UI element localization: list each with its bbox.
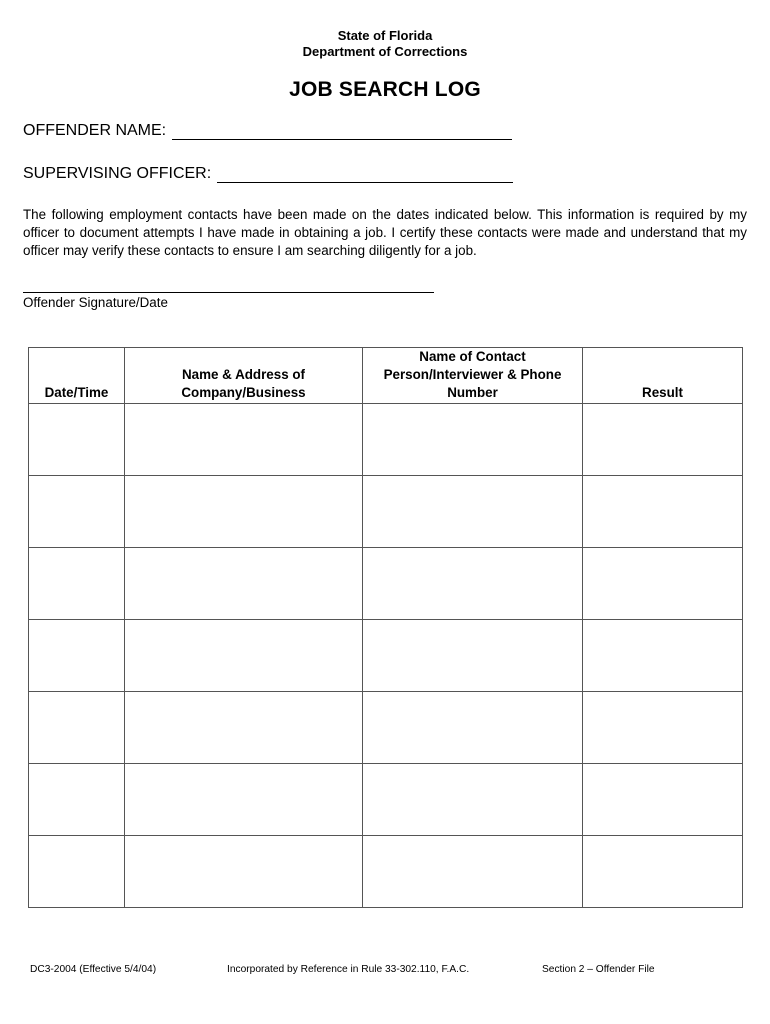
cell-result[interactable]: [583, 764, 743, 836]
cell-result[interactable]: [583, 692, 743, 764]
cell-company[interactable]: [125, 764, 363, 836]
cell-company[interactable]: [125, 404, 363, 476]
supervising-officer-field: [23, 165, 513, 183]
cell-company[interactable]: [125, 620, 363, 692]
table-row: [29, 692, 743, 764]
cell-contact[interactable]: [363, 836, 583, 908]
cell-company[interactable]: [125, 692, 363, 764]
cell-contact[interactable]: [363, 404, 583, 476]
cell-date-time[interactable]: [29, 764, 125, 836]
cell-date-time[interactable]: [29, 476, 125, 548]
cell-date-time[interactable]: [29, 692, 125, 764]
offender-name-line[interactable]: [172, 123, 512, 140]
footer-rule-reference: Incorporated by Reference in Rule 33-302.110, F.A.C.: [227, 964, 470, 975]
cell-result[interactable]: [583, 836, 743, 908]
table-row: [29, 548, 743, 620]
cell-contact[interactable]: [363, 548, 583, 620]
header-company: Name & Address of Company/Business: [125, 348, 363, 404]
cell-result[interactable]: [583, 404, 743, 476]
agency-department: Department of Corrections: [302, 44, 468, 59]
supervising-officer-line[interactable]: [217, 166, 513, 183]
cell-date-time[interactable]: [29, 404, 125, 476]
cell-result[interactable]: [583, 620, 743, 692]
form-title: JOB SEARCH LOG: [289, 78, 481, 101]
job-search-table: [28, 347, 743, 908]
certification-statement: The following employment contacts have been made on the dates indicated below. This information is required by my officer to document attempts I have made in obtaining a job. I certify these contacts were made and understand that my officer may verify these contacts to ensure I am searching diligently for a job.: [23, 207, 747, 258]
table-row: [29, 476, 743, 548]
table-row: [29, 836, 743, 908]
cell-date-time[interactable]: [29, 548, 125, 620]
footer-form-number: DC3-2004 (Effective 5/4/04): [30, 964, 157, 975]
header-contact: Name of Contact Person/Interviewer & Phone Number: [363, 348, 583, 404]
supervising-officer-label: SUPERVISING OFFICER:: [23, 165, 212, 182]
agency-state: State of Florida: [337, 28, 433, 43]
cell-company[interactable]: [125, 836, 363, 908]
header-result: Result: [583, 348, 743, 404]
cell-company[interactable]: [125, 476, 363, 548]
table-row: [29, 404, 743, 476]
cell-company[interactable]: [125, 548, 363, 620]
offender-name-field: [23, 122, 512, 140]
cell-contact[interactable]: [363, 476, 583, 548]
cell-contact[interactable]: [363, 692, 583, 764]
cell-date-time[interactable]: [29, 620, 125, 692]
cell-result[interactable]: [583, 476, 743, 548]
table-header-row: [29, 348, 743, 404]
cell-result[interactable]: [583, 548, 743, 620]
offender-name-label: OFFENDER NAME:: [23, 122, 167, 139]
footer-section: Section 2 – Offender File: [542, 964, 655, 975]
cell-contact[interactable]: [363, 764, 583, 836]
table-row: [29, 764, 743, 836]
signature-label: Offender Signature/Date: [23, 295, 168, 310]
signature-line[interactable]: [23, 292, 434, 293]
cell-date-time[interactable]: [29, 836, 125, 908]
table-body: [29, 404, 743, 908]
cell-contact[interactable]: [363, 620, 583, 692]
header-date-time: Date/Time: [29, 348, 125, 404]
table-row: [29, 620, 743, 692]
